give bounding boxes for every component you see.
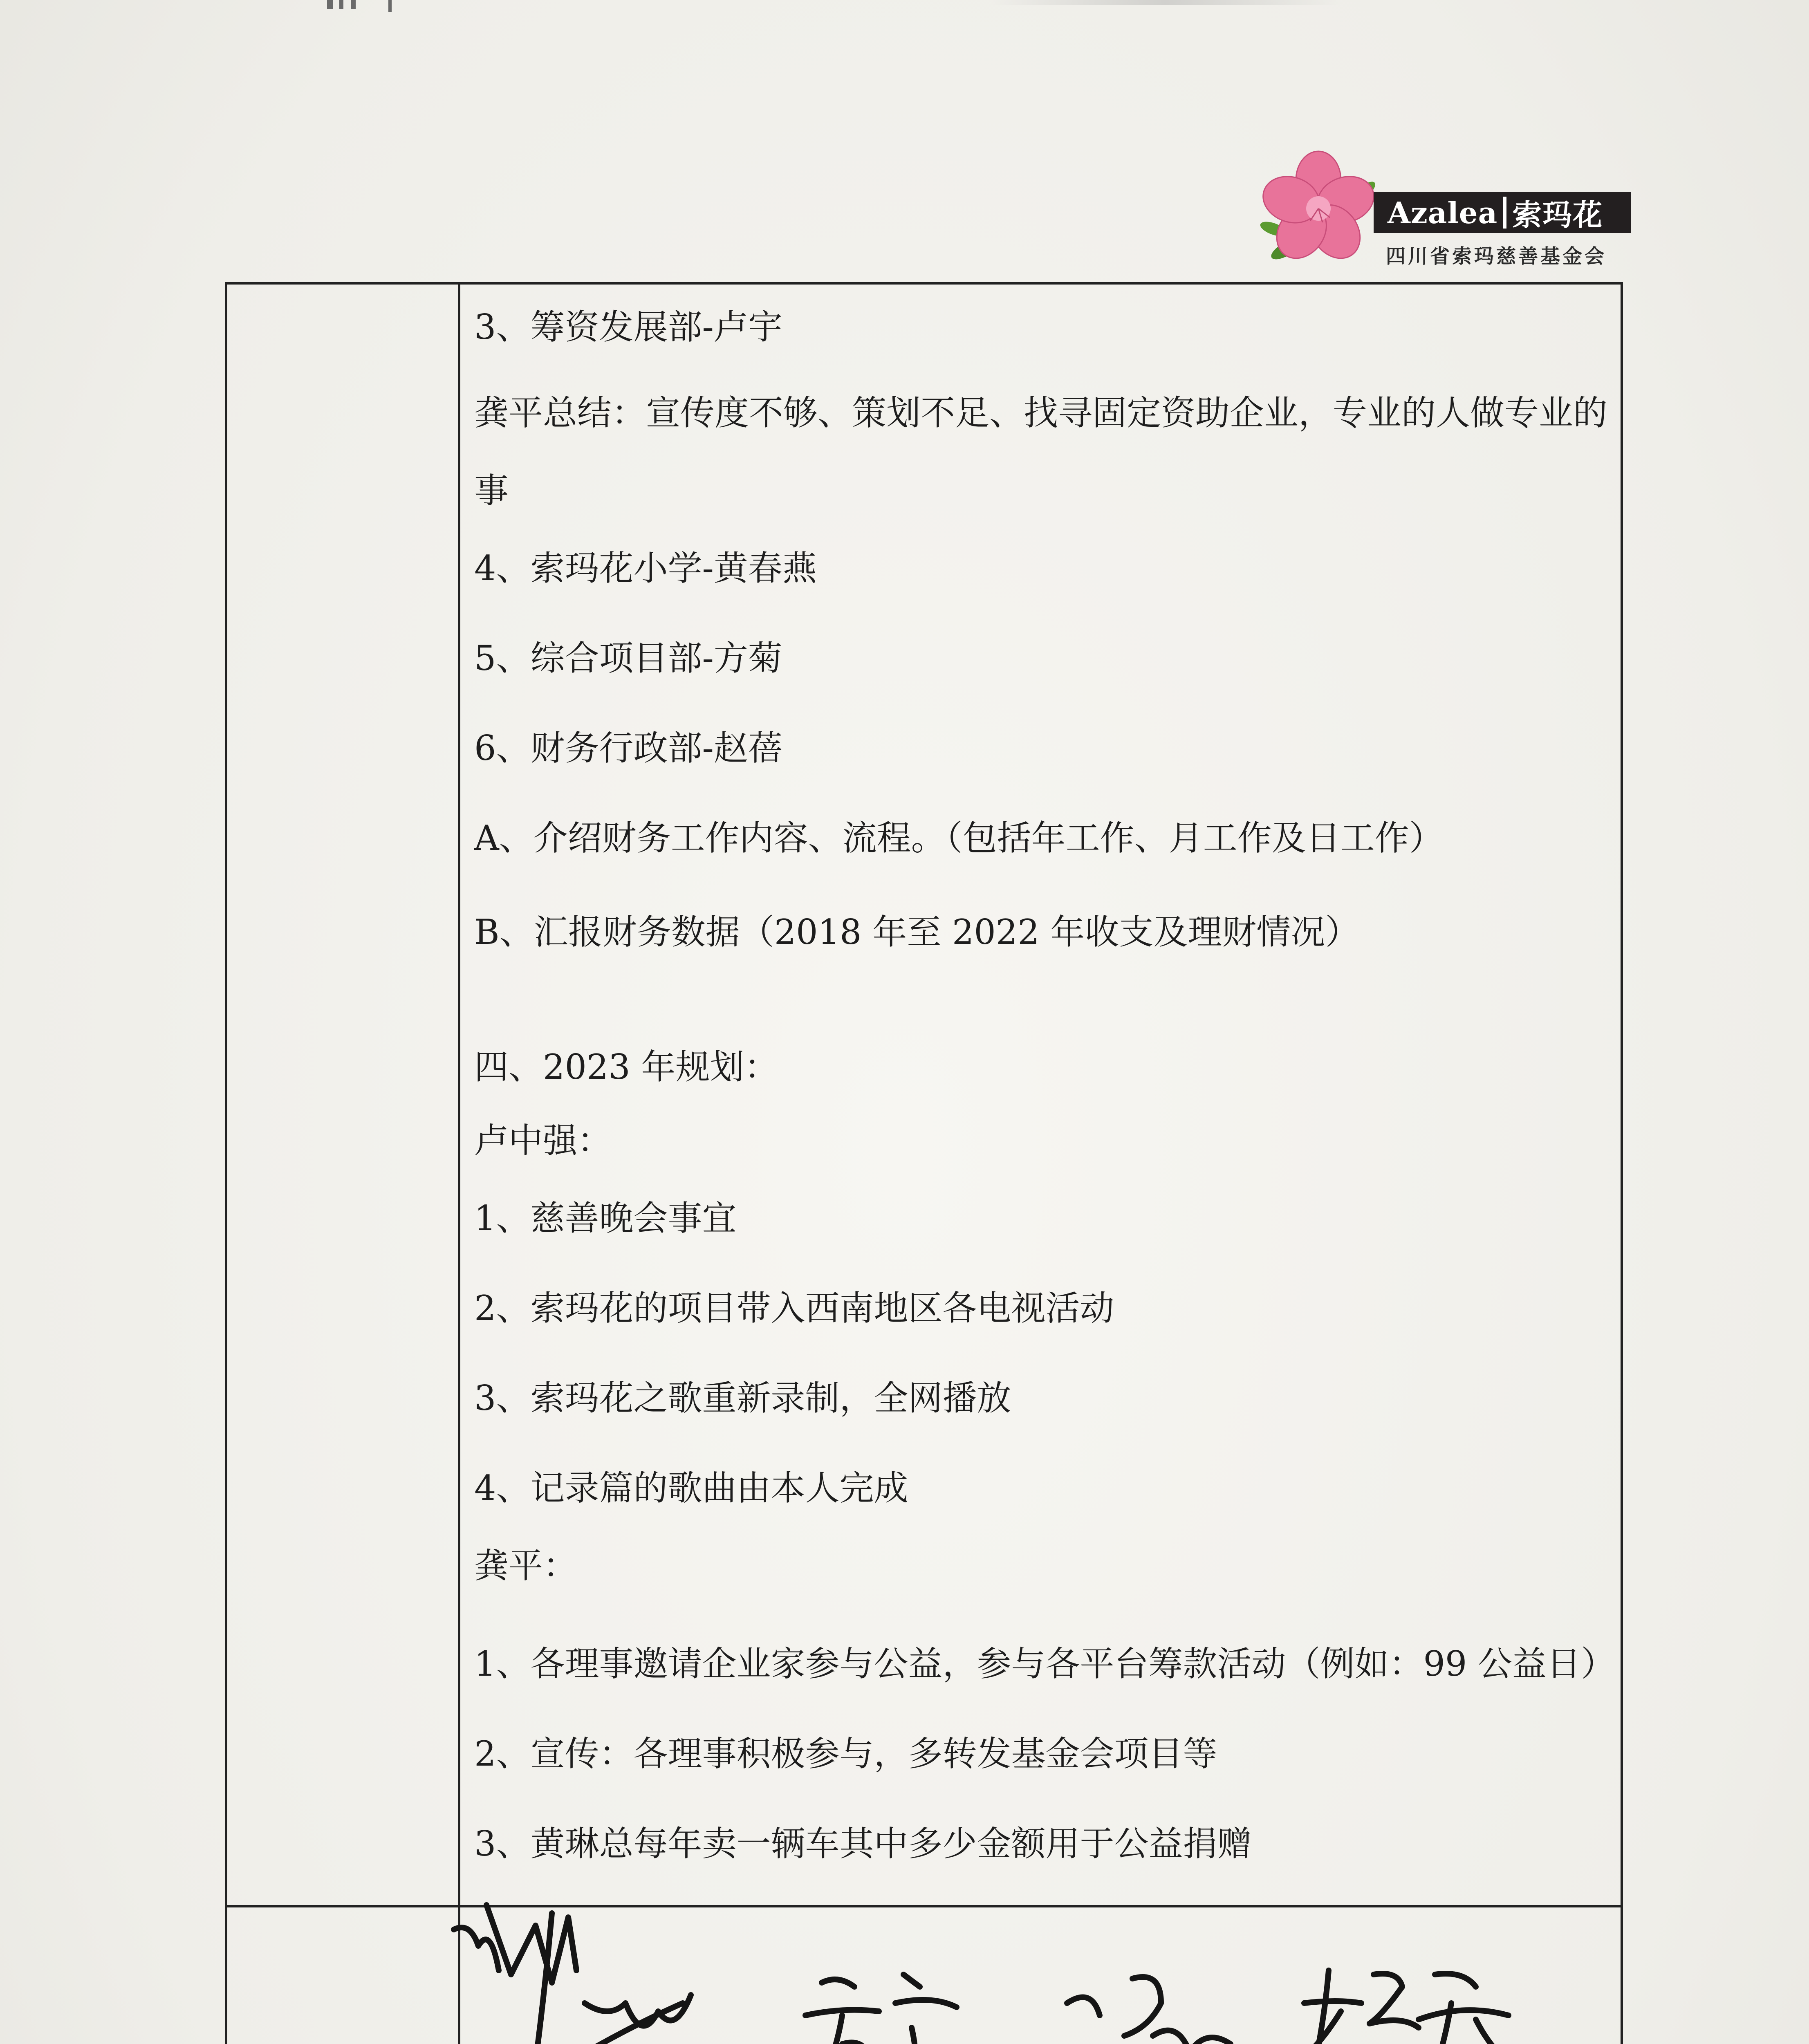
foundation-logo	[1251, 147, 1611, 282]
content-line: 5、综合项目部-方菊	[474, 638, 782, 678]
content-line: 事	[474, 471, 509, 511]
speaker-name: 龚平：	[474, 1546, 578, 1586]
signature-3	[1067, 1977, 1231, 2044]
content-line: 3、黄琳总每年卖一辆车其中多少金额用于公益捐赠	[474, 1824, 1252, 1864]
scan-edge-mark	[327, 0, 450, 10]
content-line: 4、索玛花小学-黄春燕	[474, 548, 817, 588]
logo-subtitle: 四川省索玛慈善基金会	[1386, 245, 1607, 268]
table-column-divider	[458, 282, 460, 2044]
content-line: B、汇报财务数据（2018 年至 2022 年收支及理财情况）	[474, 912, 1360, 952]
scan-smudge	[989, 0, 1341, 5]
content-line: 龚平总结：宣传度不够、策划不足、找寻固定资助企业，专业的人做专业的	[474, 393, 1608, 433]
logo-brand-cn: 索玛花	[1512, 197, 1603, 232]
content-line: 1、各理事邀请企业家参与公益，参与各平台筹款活动（例如：99 公益日）	[474, 1644, 1616, 1684]
content-line: 3、筹资发展部-卢宇	[474, 307, 782, 347]
signature-1	[454, 1905, 691, 2044]
speaker-name: 卢中强：	[474, 1121, 612, 1161]
content-line: 6、财务行政部-赵蓓	[474, 728, 782, 768]
content-line: 3、索玛花之歌重新录制，全网播放	[474, 1378, 1011, 1418]
minutes-table	[225, 282, 1623, 2044]
signature-4	[1304, 1970, 1517, 2044]
content-line: 2、索玛花的项目带入西南地区各电视活动	[474, 1288, 1114, 1328]
handwritten-signatures	[429, 1880, 1758, 2044]
logo-separator	[1503, 197, 1506, 229]
content-line: A、介绍财务工作内容、流程。（包括年工作、月工作及日工作）	[474, 818, 1444, 858]
signature-2	[805, 1975, 965, 2044]
section-heading: 四、2023 年规划：	[474, 1047, 779, 1087]
content-line: 1、慈善晚会事宜	[474, 1198, 737, 1238]
azalea-flower-icon	[1251, 147, 1386, 282]
logo-band	[1374, 192, 1631, 233]
content-line: 2、宣传：各理事积极参与，多转发基金会项目等	[474, 1734, 1217, 1774]
content-line: 4、记录篇的歌曲由本人完成	[474, 1468, 908, 1508]
logo-brand-en: Azalea	[1388, 195, 1498, 230]
